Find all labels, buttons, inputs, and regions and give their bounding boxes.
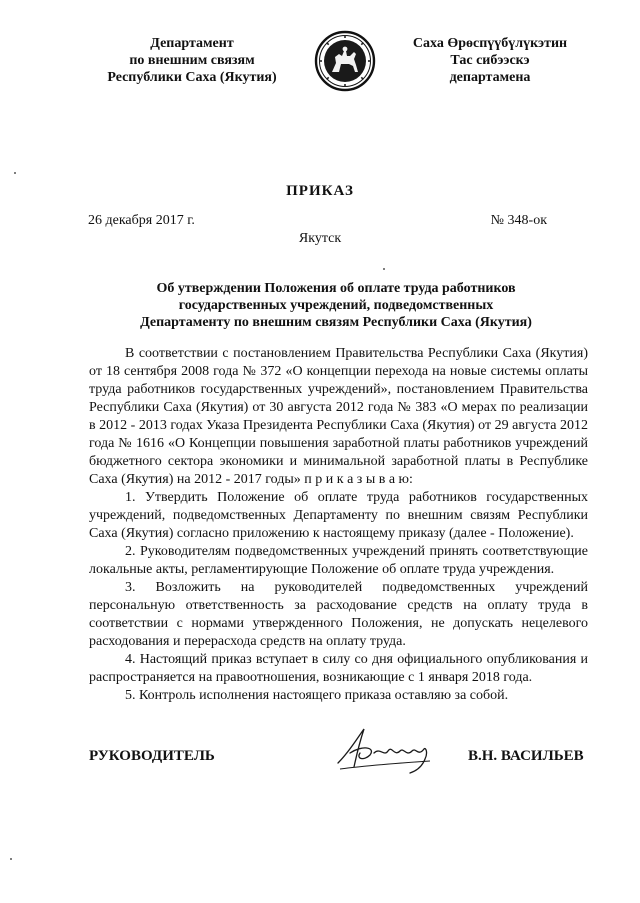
- handwritten-signature: [330, 723, 440, 775]
- order-item: 2. Руководителям подведомственных учреждений принять соответствующие локальные акты, регламентирующие Положение об оплате труда учреждения.: [89, 544, 588, 577]
- header-right-line: Тас сибээскэ: [450, 53, 530, 68]
- signatory-name: В.Н. ВАСИЛЬЕВ: [468, 748, 584, 764]
- order-item: 5. Контроль исполнения настоящего приказа оставляю за собой.: [125, 688, 509, 703]
- header-left-line: Республики Саха (Якутия): [107, 70, 277, 85]
- header-right-line: Саха Өрөспүүбүлүкэтин: [412, 36, 568, 51]
- order-item: 3. Возложить на руководителей подведомственных учреждений персональную ответственность за расходование средств на оплату труда в соответствии с нормами утвержденного Положения, не допускать нецелевого расходования и перерасхода средств на оплату труда.: [89, 580, 588, 649]
- subject-line: Об утверждении Положения об оплате труда работников: [156, 281, 516, 296]
- header-left-line: по внешним связям: [129, 53, 255, 68]
- order-date: 26 декабря 2017 г.: [88, 213, 195, 228]
- order-subject: [120, 280, 552, 331]
- order-number: № 348-ок: [490, 213, 547, 228]
- header-right-line: департамена: [449, 70, 531, 85]
- order-item: 1. Утвердить Положение об оплате труда работников государственных учреждений, подведомственных Департаменту по внешним связям Республики Саха (Якутия) согласно приложению к настоящему приказу (далее - Положение).: [89, 490, 588, 541]
- order-city: Якутск: [298, 231, 342, 246]
- preamble-paragraph: [89, 345, 588, 489]
- order-body: [89, 345, 588, 705]
- scan-speck: [14, 172, 16, 174]
- scan-speck: [10, 858, 12, 860]
- document-title: ПРИКАЗ: [286, 183, 354, 199]
- department-name-russian: [92, 35, 292, 86]
- preamble-text: В соответствии с постановлением Правительства Республики Саха (Якутия) от 18 сентября 2008 года № 372 «О концепции перехода на новые системы оплаты труда работников государственных учреждений», постановлением Правительства Республики Саха (Якутия) от 30 августа 2012 года № 383 «О мерах по реализации в 2012 - 2013 годах Указа Президента Республики Саха (Якутия) от 29 августа 2012 года № 1616 «О Концепции повышения заработной платы работников учреждений бюджетного сектора экономики и минимальной заработной платы в Республике Саха (Якутия) на 2012 - 2017 годы»: [89, 346, 588, 487]
- subject-line: Департаменту по внешним связям Республики Саха (Якутия): [140, 315, 532, 330]
- header-left-line: Департамент: [150, 36, 234, 51]
- subject-line: государственных учреждений, подведомственных: [178, 298, 494, 313]
- order-word: п р и к а з ы в а ю:: [304, 472, 413, 487]
- order-item: 4. Настоящий приказ вступает в силу со дня официального опубликования и распространяется на правоотношения, возникающие с 1 января 2018 года.: [89, 652, 588, 685]
- signatory-role: РУКОВОДИТЕЛЬ: [89, 748, 215, 764]
- department-name-yakut: [380, 35, 600, 86]
- scan-speck: [383, 268, 385, 270]
- coat-of-arms-emblem: [314, 30, 376, 92]
